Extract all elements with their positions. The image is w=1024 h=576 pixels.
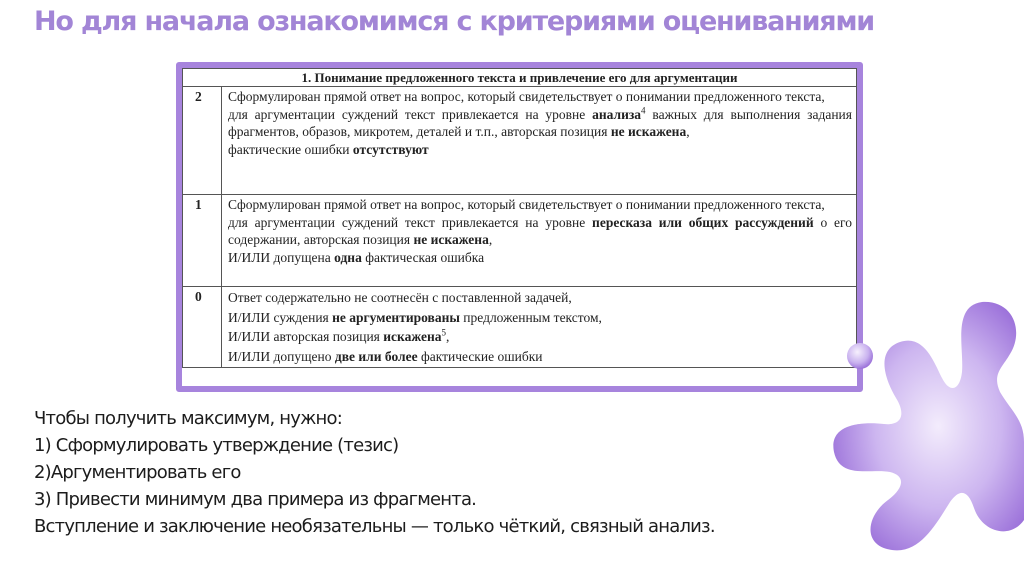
criteria-line: , (686, 124, 690, 140)
table-header-row (183, 69, 857, 87)
criteria-line: предложенным текстом, (459, 309, 602, 325)
bold-term: отсутствуют (352, 141, 429, 157)
footnote-marker: 4 (641, 105, 646, 116)
table-header: 1. Понимание предложенного текста и привлечение его для аргументации (183, 69, 857, 87)
criteria-text-cell (222, 195, 857, 287)
criteria-line: для аргументации суждений текст привлекается на уровне (228, 214, 593, 230)
bold-term: анализа (592, 106, 642, 122)
bold-term: одна (334, 249, 362, 265)
score-cell: 1 (183, 195, 222, 287)
bold-term: не искажена (610, 124, 687, 140)
table-row-score-2 (183, 87, 857, 195)
table-row-score-1 (183, 195, 857, 287)
criteria-line: И/ИЛИ авторская позиция (228, 329, 384, 344)
instructions-note: Вступление и заключение необязательны — только чёткий, связный анализ. (34, 516, 715, 537)
criteria-line: для аргументации суждений текст привлекается на уровне (228, 106, 593, 122)
criteria-line: фактическая ошибка (361, 249, 485, 265)
criteria-table (182, 68, 857, 368)
criteria-line: важных для выполнения задания фрагментов, образов, микротем, деталей и т.п., авторская позиция (228, 106, 852, 140)
criteria-text-cell (222, 287, 857, 368)
bold-term: не аргументированы (332, 309, 460, 325)
criteria-line: фактические ошибки (228, 141, 353, 157)
table-row-score-0 (183, 287, 857, 368)
splat-body (833, 302, 1024, 550)
instructions-step-1: 1) Сформулировать утверждение (тезис) (34, 435, 399, 456)
instructions-step-3: 3) Привести минимум два примера из фрагмента. (34, 489, 477, 510)
criteria-line: о его содержании, авторская позиция (228, 214, 852, 248)
purple-splat-shape (832, 292, 1024, 564)
slide-title: Но для начала ознакомимся с критериями оцениваниями (34, 6, 875, 37)
criteria-line: Сформулирован прямой ответ на вопрос, который свидетельствует о понимании предложенного текста, (228, 89, 825, 104)
criteria-line: , (488, 232, 493, 248)
criteria-line: И/ИЛИ допущено (228, 348, 335, 364)
criteria-line: Сформулирован прямой ответ на вопрос, который свидетельствует о понимании предложенного текста, (228, 197, 825, 212)
criteria-line: , (446, 329, 450, 344)
bold-term: две или более (334, 348, 418, 364)
footnote-marker: 5 (441, 327, 447, 338)
instructions-step-2: 2)Аргументировать его (34, 462, 241, 483)
criteria-line: фактические ошибки (417, 348, 543, 364)
criteria-table-frame (176, 62, 863, 392)
criteria-line: И/ИЛИ суждения (228, 309, 333, 325)
splat-droplet (847, 343, 873, 369)
bold-term: не искажена (413, 232, 489, 248)
score-cell: 2 (183, 87, 222, 195)
score-cell: 0 (183, 287, 222, 368)
criteria-line: Ответ содержательно не соотнесён с поставленной задачей, (228, 290, 572, 305)
criteria-line: И/ИЛИ допущена (228, 249, 335, 265)
instructions-intro: Чтобы получить максимум, нужно: (34, 408, 342, 429)
bold-term: искажена (383, 329, 442, 344)
criteria-text-cell (222, 87, 857, 195)
instructions-block (34, 405, 715, 540)
bold-term: пересказа или общих рассуждений (592, 214, 814, 230)
